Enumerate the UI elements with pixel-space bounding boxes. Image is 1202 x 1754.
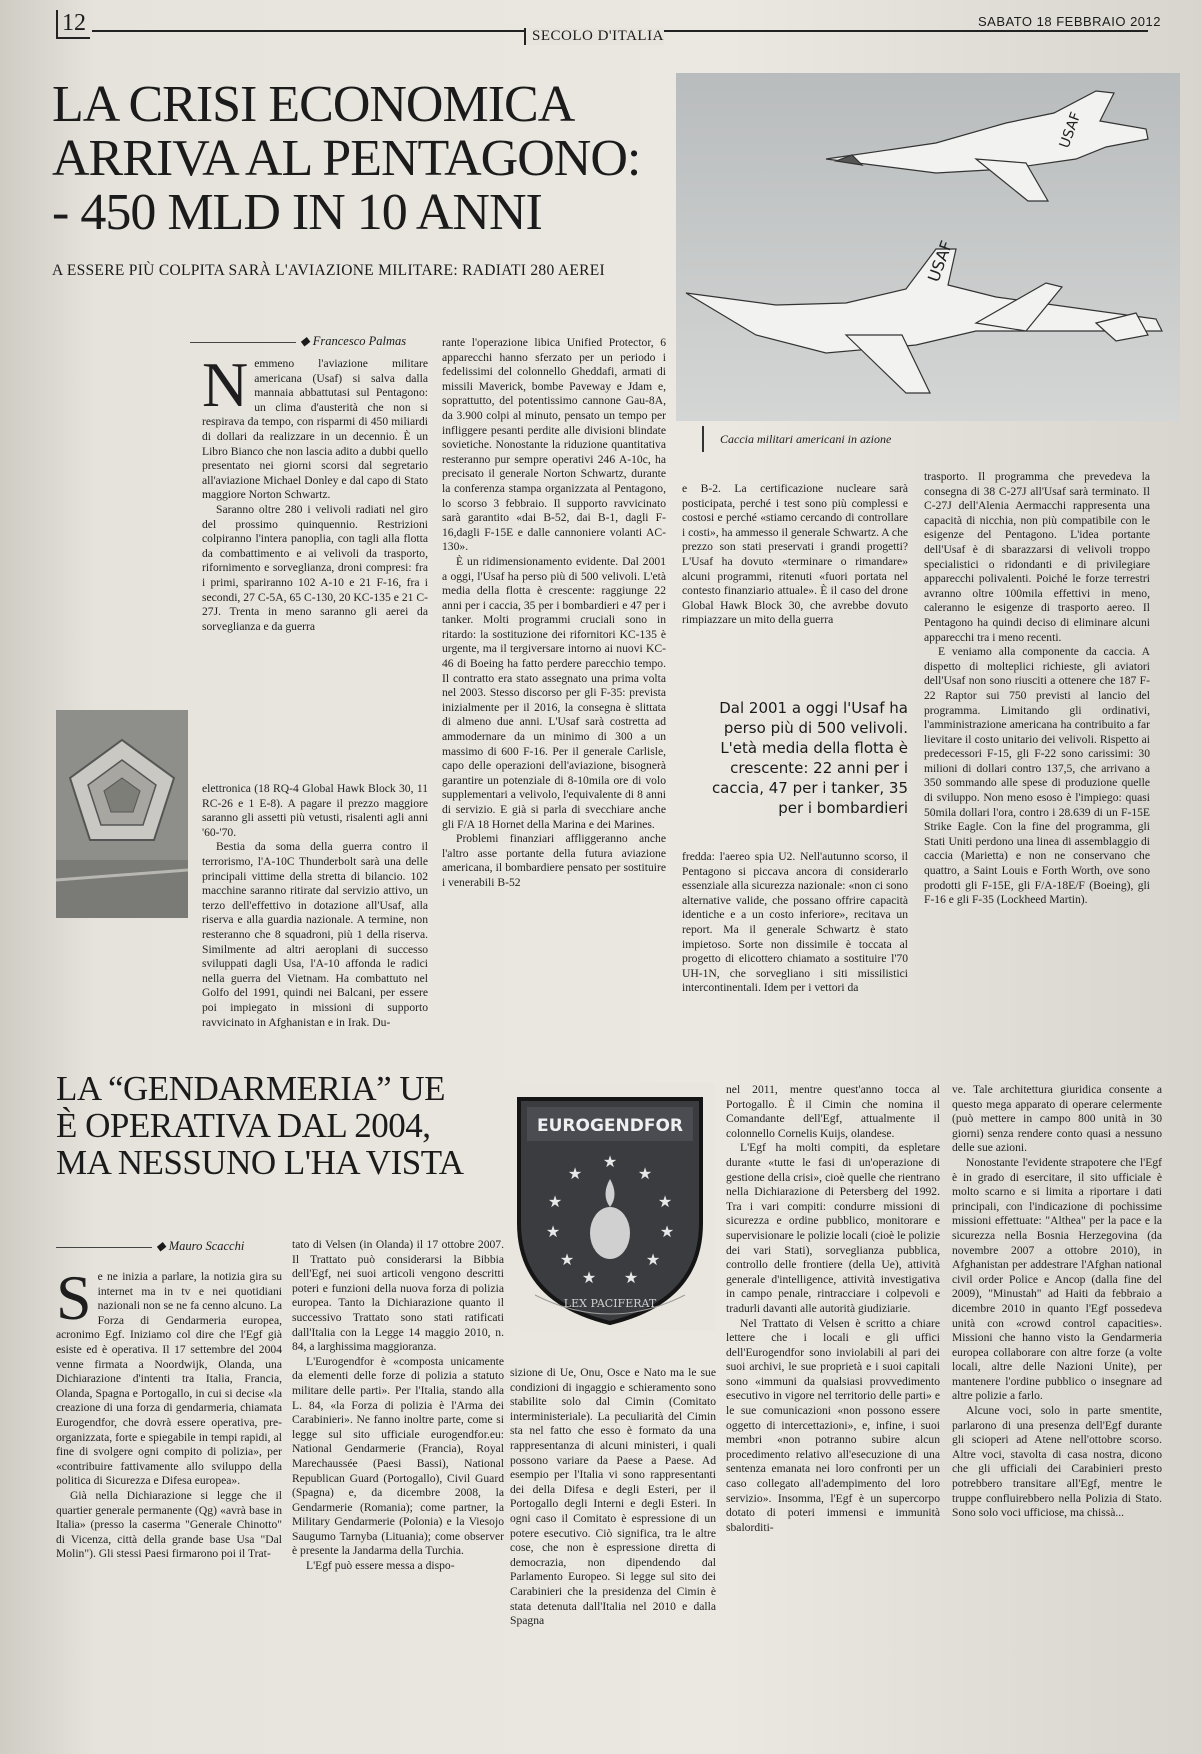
article-1-column-1-wrap bbox=[202, 782, 428, 1047]
article-2-column-1 bbox=[56, 1270, 282, 1738]
paragraph: sizione di Ue, Onu, Osce e Nato ma le sue condizioni di ingaggio e schieramento sono stabilite solo dal Cimin (Comitato interministeriale). La peculiarità del Cimin sta nel fatto che esso è formato da una rappresentanza di alcuni ministeri, i quali possono variare da Paese a Paese. Ad esempio per l'Italia vi sono rappresentanti dei della Difesa e degli Esteri, per il Portogallo degli Interni e degli Esteri. In ogni caso il Comitato è espressione di un potere esecutivo. Ciò significa, tra le altre cose, che non è espressione diretta di democrazia, non dipendendo dal Parlamento Europeo. Si legge sul sito dei Carabinieri che la presidenza del Cimin è stata detenuta dall'Italia nel 2010 e dalla Spagna bbox=[510, 1366, 716, 1628]
svg-text:★: ★ bbox=[581, 1268, 597, 1287]
headline-line: LA CRISI ECONOMICA bbox=[52, 76, 575, 133]
eurogendfor-badge bbox=[505, 1083, 715, 1331]
article-2-column-2 bbox=[292, 1238, 504, 1738]
headline-line: - 450 MLD IN 10 ANNI bbox=[52, 184, 542, 241]
paragraph: L'Egf ha molti compiti, da espletare durante «tutte le fasi di un'operazione di gestione della crisi», cioè quelle che rientrano nella Dichiarazione di Petersberg del 1992. Tra i vari compiti: condurre missioni di sicurezza e ordine pubblico, monitorare e supervisionare le polizie locali (cioè le polizie dei vari Stati), sorveglianza pubblica, controllo delle frontiere (della Ue), attività generale d'intelligence, attività investigativa in campo penale, rintracciare i colpevoli e tradurli davanti alle autorità giudiziarie. bbox=[726, 1141, 940, 1315]
jets-illustration bbox=[676, 73, 1180, 421]
pentagon-illustration bbox=[56, 710, 188, 918]
eurogendfor-emblem bbox=[505, 1083, 715, 1331]
article-1-headline bbox=[52, 78, 682, 240]
page-number: 12 bbox=[56, 10, 90, 39]
paragraph: È un ridimensionamento evidente. Dal 2001 a oggi, l'Usaf ha perso più di 500 velivoli. L'età media della flotta è crescente: raggiunge 22 anni per i caccia, 35 per i bombardieri e 47 per i tanker. Molti programmi cruciali sono in ritardo: la sostituzione dei rifornitori KC-135 è urgente, ma il tergiversare intorno ai nuovi KC-46 di Boeing ha fatto perdere parecchio tempo. Il contratto era stato assegnato una prima volta nel 2003. Stesso discorso per gli F-35: prevista inizialmente per il 2016, la consegna è slittata di almeno due anni. L'Usaf sarà costretta ad ammodernare da un minimo di 300 a un massimo di 600 F-16. Per il generale Carlisle, capo delle operazioni dell'aviazione, bisognerà garantire un potenziale di 8-10mila ore di volo supplementari a velivolo, l'equivalente di 8 anni di servizio. E già si parla di svecchiare anche gli F/A 18 Hornet della Marina e dei Marines. bbox=[442, 554, 666, 831]
paragraph: Problemi finanziari affliggeranno anche l'altro asse portante della futura aviazione americana, il bombardiere pensato per sostituire i venerabili B-52 bbox=[442, 832, 666, 889]
paragraph: elettronica (18 RQ-4 Global Hawk Block 30, 11 RC-26 e 1 E-8). A pagare il prezzo maggiore saranno gli assetti più vetusti, risalenti agli anni '60-'70. bbox=[202, 782, 428, 839]
jet-label: USAF bbox=[923, 238, 957, 285]
paragraph: trasporto. Il programma che prevedeva la consegna di 38 C-27J all'Usaf sarà terminato. Il C-27J dell'Alenia Aermacchi rappresenta una capacità di nicchia, non più compatibile con le esigenze del Pentagono. L'idea portante dell'Usaf è di sbarazzarsi di velivoli troppo specialistici o ridondanti e di privilegiare apparecchi polivalenti. Poiché le forze terrestri avranno oltre 100mila effettivi in meno, caleranno le esigenze di trasporto aereo. Il Pentagono ha quindi deciso di eliminare alcuni apparecchi tra i meno recenti. bbox=[924, 470, 1150, 644]
paragraph: e B-2. La certificazione nucleare sarà posticipata, perché i test sono più complessi e costosi e perché «stiamo cercando di controllare i costi», ha ammesso il generale Schwartz. A che prezzo son stati preservati i grandi progetti? L'Usaf ha dovuto «terminare o rimandare» alcuni programmi, ritenuti «fuori portata nel contesto finanziario attuale». È il caso del drone Global Hawk Block 30, che avrebbe dovuto rimpiazzare un mito della guerra bbox=[682, 482, 908, 627]
paragraph: L'Egf può essere messa a dispo- bbox=[306, 1559, 455, 1573]
paragraph: L'Eurogendfor è «composta unicamente da elementi delle forze di polizia a statuto militare delle parti». Per l'Italia, stando alla L. 84, «la Forza di polizia è l'Arma dei Carabinieri». Ne fanno inoltre parte, come si legge sul sito ufficiale eurogendfor.eu: National Gendarmerie (Francia), Royal Marechaussée (Paesi Bassi), National Republican Guard (Portogallo), Civil Guard (Spagna) e, da dicembre 2008, la Gendarmerie (Romania); come partner, la Military Gendarmerie (Polonia) e la Viesojo Saugumo Tarnyba (Lituania); come observer è presente la Jandarma della Turchia. bbox=[292, 1354, 504, 1558]
paragraph: nel 2011, mentre quest'anno tocca al Portogallo. È il Cimin che nomina il Comandante dell'Egf, attualmente il colonnello Cornelis Kuijs, olandese. bbox=[726, 1083, 940, 1140]
paragraph: Già nella Dichiarazione si legge che il quartier generale permanente (Qg) «avrà base in Italia» (presso la caserma "Generale Chinotto" di Vicenza, città della grande base Usa "Dal Molin"). Gli stessi Paesi firmarono poi il Trat- bbox=[56, 1488, 282, 1561]
headline-line: ARRIVA AL PENTAGONO: bbox=[52, 130, 641, 187]
paragraph: Bestia da soma della guerra contro il terrorismo, l'A-10C Thunderbolt sarà una delle principali vittime della stretta di bilancio. 102 macchine saranno ritirate dal servizio attivo, un terzo dell'effettivo in dotazione all'Usaf, alla riserva e alla guardia nazionale. A termine, non resteranno che 8 squadroni, più 1 della riserva. Similmente ad altri aeroplani di successo sviluppati dagli Usa, l'A-10 affonda le radici nella guerra del Vietnam. Ha combattuto nel Golfo del 1991, quindi nei Balcani, per essere poi impiegato in missioni di supporto ravvicinato in Afghanistan e in Irak. Du- bbox=[202, 840, 428, 1029]
svg-text:★: ★ bbox=[547, 1192, 563, 1211]
article-1-author bbox=[190, 333, 406, 349]
jet-label: USAF bbox=[1056, 110, 1085, 151]
dropcap: S bbox=[56, 1270, 92, 1333]
photo-caption: Caccia militari americani in azione bbox=[702, 426, 891, 452]
badge-motto: LEX PACIFERAT bbox=[563, 1297, 657, 1310]
author-name: Mauro Scacchi bbox=[168, 1239, 245, 1253]
svg-text:★: ★ bbox=[559, 1250, 575, 1269]
pull-quote: Dal 2001 a oggi l'Usaf ha perso più di 500 velivoli. L'età media della flotta è crescente: 22 anni per i caccia, 47 per i tanker, 35 per i bombardieri bbox=[711, 699, 908, 817]
article-2-headline bbox=[56, 1070, 496, 1181]
svg-text:★: ★ bbox=[645, 1250, 661, 1269]
publication-date: SABATO 18 FEBBRAIO 2012 bbox=[978, 14, 1161, 29]
paragraph: emmeno l'aviazione militare americana (Usaf) si salva dalla mannaia abbattutasi sul Pentagono: un clima d'austerità che non si respirava da tempo, con risparmi di 450 miliardi di dollari da realizzare in un decennio. È un Libro Bianco che non lascia adito a dubbi quello presentato nei giorni scorsi dal segretario all'aviazione Michael Donley e dal capo di Stato maggiore Norton Schwartz. bbox=[202, 357, 428, 502]
svg-text:★: ★ bbox=[567, 1164, 583, 1183]
svg-text:★: ★ bbox=[657, 1192, 673, 1211]
article-1-column-3-top bbox=[682, 482, 908, 672]
paragraph: fredda: l'aereo spia U2. Nell'autunno scorso, il Pentagono si piccava ancora di considerarlo essenziale alla sicurezza nazionale: «non ci sono alternative valide, che possano offrire capacità identiche e a un costo inferiore», recitava un report. Ma il generale Schwartz è stato impietoso. Sorte non dissimile è toccata al progetto di elicottero chiamato a sostituire l'70 UH-1N, che sorvegliano i siti missilistici intercontinentali. Idem per i vettori da bbox=[682, 850, 908, 995]
paragraph: ve. Tale architettura giuridica consente a questo mega apparato di operare celermente (può mettere in campo 800 unità in 30 giorni) senza rendere conto quasi a nessuno delle sue azioni. bbox=[952, 1083, 1162, 1155]
article-2-author bbox=[56, 1238, 244, 1254]
badge-title: EUROGENDFOR bbox=[536, 1116, 684, 1136]
article-2-column-5 bbox=[952, 1083, 1162, 1738]
author-rule bbox=[56, 1247, 152, 1248]
svg-text:★: ★ bbox=[602, 1152, 618, 1171]
author-diamond-icon: ◆ bbox=[300, 334, 310, 348]
headline-line: MA NESSUNO L'HA VISTA bbox=[56, 1143, 464, 1182]
paragraph: Nel Trattato di Velsen è scritto a chiare lettere che i locali e gli uffici dell'Eurogendfor sono inviolabili al pari dei suoi archivi, le sue proprietà e i suoi capitali sono «immuni da qualsiasi provvedimento esecutivo in vigore nel territorio delle parti» e le sue comunicazioni «non possono essere oggetto di intercettazioni», e, infine, i suoi membri «non potranno subire alcun procedimento relativo all'esecuzione di una sentenza emanata nei loro confronti per un caso collegato all'adempimento del loro servizio». Insomma, l'Egf è un supercorpo dotato di poteri immensi e immunità sbalorditi- bbox=[726, 1316, 940, 1534]
paragraph: Nonostante l'evidente strapotere che l'Egf è in grado di esercitare, il sito ufficiale è molto scarno e si limita a riportare i dati principali, con l'indicazione di pochissime missioni effettuate: "Althea" per la pace e la sicurezza nella Bosnia Herzegovina (da novembre 2007 a ottobre 2010), in Afghanistan per addestrare l'Afghan national civil order Police e Ancop (dalla fine del 2009), "Minustah" ad Haiti da febbraio a dicembre 2010 in quanto l'Egf possedeva unità con «crowd control capacities». Missioni che hanno visto la Gendarmeria europea collaborare con altre forze (a volte locali, altre delle Nazioni Unite), per mantenere l'ordine pubblico o insegnare ad altre polizie a farlo. bbox=[952, 1155, 1162, 1403]
svg-text:★: ★ bbox=[545, 1222, 561, 1241]
fighter-jets-photo bbox=[676, 73, 1180, 421]
pentagon-photo bbox=[56, 710, 188, 918]
article-2-column-3 bbox=[510, 1366, 716, 1738]
dropcap: N bbox=[202, 357, 249, 420]
article-2-column-4 bbox=[726, 1083, 940, 1738]
paragraph: e ne inizia a parlare, la notizia gira su internet ma in tv e nei quotidiani nazionali non se ne fa cenno alcuno. La Forza di Gendarmeria europea, acronimo Egf. Iniziamo col dire che l'Egf già esiste ed è operativa. Il 17 settembre del 2004 venne firmata a Noordwijk, Olanda, una Dichiarazione d'intenti tra Italia, Francia, Olanda, Spagna e Portogallo, in cui si decise «la creazione di una forza di gendarmeria, chiamata Eurogendfor, che dovrà essere operativa, pre-organizzata, forte e spiegabile in tempi rapidi, al fine di svolgere ogni compito di polizia», per «contribuire fattivamente allo sviluppo della politica di Sicurezza e Difesa europea». bbox=[56, 1270, 282, 1488]
paragraph: E veniamo alla componente da caccia. A dispetto di molteplici richieste, gli aviatori dell'Usaf non sono riusciti a ottenere che 187 F-22 Raptor sui 750 previsti al lancio del programma. Limitando gli ordinativi, l'amministrazione americana ha contribuito a far lievitare il costo unitario dei velivoli. Rispetto ai predecessori F-15, gli F-22 sono carissimi: 30 milioni di dollari contro 137,5, che arrivano a 350 sommando alle spese di produzione quelle di sviluppo. Non meno esoso è l'impiego: quasi 50mila dollari l'ora, contro i 28.639 di un F-15E Strike Eagle. Con la fine del programma, gli Stati Uniti perdono una linea di assemblaggio di caccia (Marietta) e non ne conservano che quattro, a Saint Louis e Forth Worth, ove sono prodotti gli F-15E, gli F/A-18E/F (Boeing), gli F-16 e gli F-35 (Lockheed Martin). bbox=[924, 645, 1150, 907]
article-1-subhead: A ESSERE PIÙ COLPITA SARÀ L'AVIAZIONE MILITARE: RADIATI 280 AEREI bbox=[52, 262, 605, 279]
article-1-column-4 bbox=[924, 470, 1150, 1050]
svg-text:★: ★ bbox=[659, 1222, 675, 1241]
author-rule bbox=[190, 342, 296, 343]
publication-name: SECOLO D'ITALIA bbox=[524, 28, 664, 45]
paragraph: rante l'operazione libica Unified Protector, 6 apparecchi hanno sferzato per un periodo i fedelissimi del colonnello Gheddafi, armati di missili Maverick, bombe Paveway e Jdam e, soprattutto, del potentissimo cannone Gau-8A, da 3.900 colpi al minuto, pensato un tempo per infliggere pesanti perdite alle divisioni blindate sovietiche. Nonostante la riduzione quantitativa resteranno pur sempre operativi 246 A-10c, ha precisato il generale Norton Schwartz, durante la conferenza stampa organizzata al Pentagono, lo scorso 3 febbraio. Il supporto ravvicinato sarà garantito «dai B-52, dai B-1, dagli F-16,dagli F-15E e dalle cannoniere volanti AC-130». bbox=[442, 336, 666, 554]
paragraph: tato di Velsen (in Olanda) il 17 ottobre 2007. Il Trattato può considerarsi la Bibbia dell'Egf, nei suoi articoli vengono descritti poteri e funzioni della nuova forza di polizia europea. Tanto la Dichiarazione quanto il successivo Trattato sono stati ratificati dall'Italia con la Legge 14 maggio 2010, n. 84, a larghissima maggioranza. bbox=[292, 1238, 504, 1354]
svg-text:★: ★ bbox=[637, 1164, 653, 1183]
article-1-column-3-bottom bbox=[682, 850, 908, 1047]
headline-line: È OPERATIVA DAL 2004, bbox=[56, 1106, 431, 1145]
svg-text:★: ★ bbox=[623, 1268, 639, 1287]
author-diamond-icon: ◆ bbox=[156, 1239, 166, 1253]
headline-line: LA “GENDARMERIA” UE bbox=[56, 1069, 446, 1108]
paragraph: Alcune voci, solo in parte smentite, parlarono di una presenza dell'Egf durante gli scioperi ad Atene nell'ottobre scorso. Altre voci, stavolta di casa nostra, dicono che gli ufficiali dei Carabinieri presto potrebbero transitare all'Egf, mentre le truppe confluirebbero nella Polizia di Stato. Sono solo voci ufficiose, ma chissà... bbox=[952, 1404, 1162, 1520]
author-name: Francesco Palmas bbox=[312, 334, 407, 348]
paragraph: Saranno oltre 280 i velivoli radiati nel giro del prossimo quinquennio. Restrizioni colpiranno l'intera panoplia, con tagli alla flotta da combattimento e ai velivoli da trasporto, rifornimento e sorveglianza, droni compresi: fra i primi, spariranno 102 A-10 e 21 F-16, fra i secondi, 27 C-5A, 65 C-130, 20 KC-135 e 21 C-27J. Trenta in meno saranno gli aerei da sorveglianza e da guerra bbox=[202, 502, 428, 633]
article-1-column-2 bbox=[442, 336, 666, 1046]
